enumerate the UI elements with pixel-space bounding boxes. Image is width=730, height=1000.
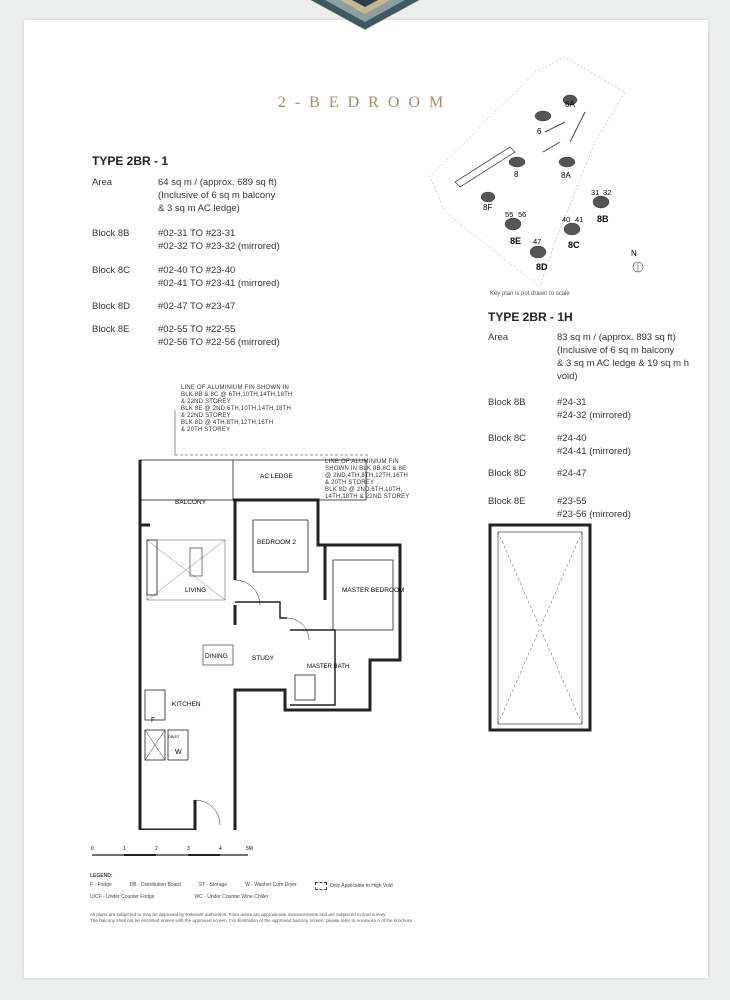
block-units: #24-31 #24-32 (mirrored) [557,397,631,421]
key-plan-label: 8D [536,262,548,272]
block-label: Block 8D [488,468,527,479]
scale-tick: 2 [155,846,158,852]
key-plan-label: 31 [591,188,600,197]
area-value: 83 sq m / (approx. 893 sq ft) (Inclusive of 6 sq m balcony & 3 sq m AC ledge & 19 sq m h void) [557,332,690,382]
key-plan-label: 8F [483,203,493,212]
block-label: Block 8E [92,324,130,335]
floor-plan-2br-1h [480,520,610,740]
key-plan-label: 6A [565,100,575,109]
room-label-master-bath: MASTER BATH [307,664,350,670]
scale-tick: 5M [246,846,253,852]
key-plan-label: 8A [561,171,571,180]
block-label: Block 8C [488,433,527,444]
block-units: #24-40 #24-41 (mirrored) [557,433,631,457]
room-label-fridge: F [151,717,156,724]
room-label-study: STUDY [252,655,275,662]
block-units: #02-31 TO #23-31 #02-32 TO #23-32 (mirrored) [158,228,280,252]
room-label-washer: W [175,749,182,756]
north-label: N [631,249,637,258]
key-plan-label: 6 [537,127,542,136]
block-label: Block 8D [92,301,131,312]
block-units: #02-40 TO #23-40 #02-41 TO #23-41 (mirrored) [158,265,280,289]
room-label-living: LIVING [185,587,207,594]
scale-tick: 0 [91,846,94,852]
room-label-dining: DINING [205,653,228,660]
room-label-balcony: BALCONY [175,499,207,506]
aluminium-fin-note: LINE OF ALUMINIUM FIN SHOWN IN BLK 8B & 8C @ 6TH,10TH,14TH,18TH & 22ND STOREY BLK 8E @ 2ND,6TH,10TH,14TH,18TH & 22ND STOREY BLK 8D @ 4TH,8TH,12TH,16TH & 20TH STOREY [181,385,293,433]
area-label: Area [488,332,509,343]
block-label: Block 8B [488,397,526,408]
scale-tick: 4 [219,846,222,852]
room-label-kitchen: KITCHEN [172,701,201,708]
key-plan-label: 8 [514,170,519,179]
key-plan-label: 47 [533,237,542,246]
area-label: Area [92,177,113,188]
room-label-master-bedroom: MASTER BEDROOM [342,587,405,594]
block-label: Block 8C [92,265,131,276]
scale-bar [88,843,268,863]
key-plan-note: Key plan is not drawn to scale [490,291,570,297]
room-label-bedroom-2: BEDROOM 2 [257,539,297,546]
page-title: 2-BEDROOM [277,94,453,111]
high-void-symbol-icon [315,882,327,890]
block-label: Block 8B [92,228,130,239]
disclaimer: All plans are subjected to may be approved by Relevant authorities. Floor areas are approximate measurements and are subjected to final survey. The balcony shall not be enclosed unless with the approved screen. For illustration of the approved balcony screen, please refer to Annexure A of the brochure. [90,912,414,923]
legend: LEGEND: F - Fridge DB - Distribution Board ST - Storage W - Washer Cum Dryer Only Applicable to High Void U/CF - Under Counter Fridge WC - Under Counter Wine Chiller [90,873,393,900]
block-units: #24-47 [557,468,587,479]
type-2br-1-heading: TYPE 2BR - 1 [92,154,169,168]
room-label-ac-ledge: AC LEDGE [260,473,293,480]
key-plan-label: 32 [603,188,612,197]
block-units: #02-47 TO #23-47 [158,301,236,312]
key-plan-label: 41 [575,215,584,224]
decorative-pattern [310,0,420,30]
type-2br-1h-heading: TYPE 2BR - 1H [488,310,573,324]
key-plan-label: 56 [518,210,527,219]
scale-tick: 3 [187,846,190,852]
block-units: #02-55 TO #22-55 #02-56 TO #22-56 (mirrored) [158,324,280,348]
key-plan [425,52,685,302]
block-label: Block 8E [488,496,526,507]
key-plan-label: 55 [505,210,514,219]
key-plan-label: 8C [568,240,580,250]
area-value: 64 sq m / (approx. 689 sq ft) (Inclusive of 6 sq m balcony & 3 sq m AC ledge) [158,177,277,214]
floor-plan-2br-1 [135,380,435,830]
aluminium-fin-note: LINE OF ALUMINIUM FIN SHOWN IN BLK 8B,8C & 8E @ 2ND,4TH,8TH,12TH,16TH & 20TH STOREY BLK 8D @ 2ND,6TH,10TH, 14TH,18TH & 22ND STOREY [325,459,410,500]
key-plan-label: 40 [562,215,571,224]
key-plan-label: 8B [597,214,609,224]
block-units: #23-55 #23-56 (mirrored) [557,496,631,520]
room-label-db: DB/DT [168,734,180,739]
scale-tick: 1 [123,846,126,852]
key-plan-label: 8E [510,236,522,246]
